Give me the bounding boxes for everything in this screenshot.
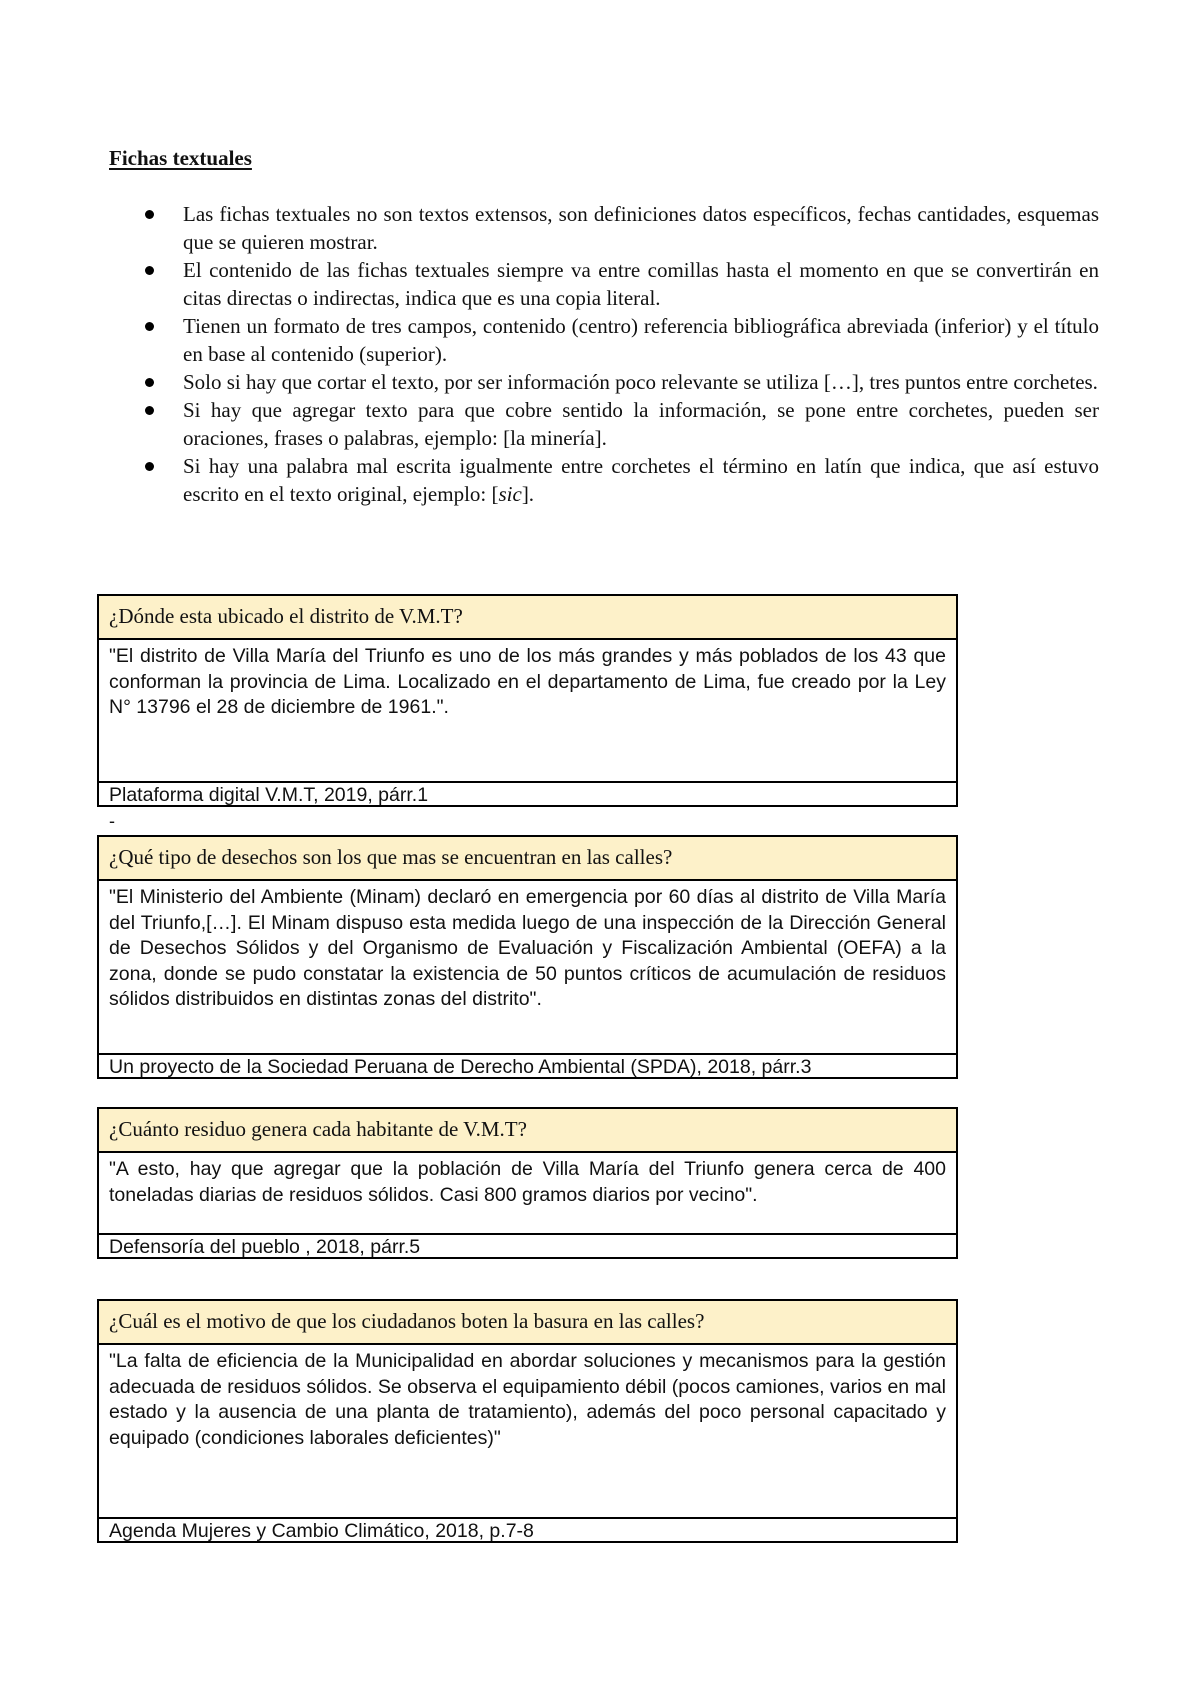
list-item-text: Tienen un formato de tres campos, contenido (centro) referencia bibliográfica abreviada (inferior) y el título en base al contenido (superior).: [183, 314, 1099, 366]
ficha-card: [97, 835, 958, 1079]
ficha-content: "La falta de eficiencia de la Municipalidad en abordar soluciones y mecanismos para la gestión adecuada de residuos sólidos. Se observa el equipamiento débil (pocos camiones, varios en mal estado y la ausencia de una planta de tratamiento), además del poco personal capacitado y equipado (condiciones laborales deficientes)": [109, 1350, 946, 1449]
ficha-title: ¿Cuál es el motivo de que los ciudadanos boten la basura en las calles?: [99, 1301, 956, 1345]
ficha-title: ¿Qué tipo de desechos son los que mas se encuentran en las calles?: [99, 837, 956, 881]
list-item-text: El contenido de las fichas textuales siempre va entre comillas hasta el momento en que se convertirán en citas directas o indirectas, indica que es una copia literal.: [183, 258, 1099, 310]
ficha-reference: Agenda Mujeres y Cambio Climático, 2018, p.7-8: [99, 1517, 956, 1543]
list-item: [109, 452, 1099, 508]
ficha-card: [97, 1299, 958, 1543]
list-item-text: Si hay una palabra mal escrita igualmente entre corchetes el término en latín que indica, que así estuvo escrito en el texto original, ejemplo: [: [183, 454, 1099, 506]
ficha-reference: Plataforma digital V.M.T, 2019, párr.1: [99, 781, 956, 807]
list-item: [109, 312, 1099, 368]
list-item: [109, 368, 1099, 396]
list-item-text: Si hay que agregar texto para que cobre sentido la información, se pone entre corchetes, pueden ser oraciones, frases o palabras, ejemplo: [la minería].: [183, 398, 1099, 450]
stray-mark: -: [109, 811, 115, 831]
list-item-text-end: ].: [521, 482, 535, 506]
ficha-card: [97, 1107, 958, 1259]
bullet-icon: [145, 462, 154, 471]
bullet-icon: [145, 322, 154, 331]
ficha-card: [97, 594, 958, 807]
bullet-icon: [145, 406, 154, 415]
bullet-icon: [145, 266, 154, 275]
ficha-content: "A esto, hay que agregar que la población de Villa María del Triunfo genera cerca de 400 toneladas diarias de residuos sólidos. Casi 800 gramos diarios por vecino".: [109, 1158, 946, 1206]
list-item: [109, 200, 1099, 256]
latin-term: sic: [498, 482, 522, 506]
ficha-content: "El Ministerio del Ambiente (Minam) declaró en emergencia por 60 días al distrito de Villa María del Triunfo,[…]. El Minam dispuso esta medida luego de una inspección de la Dirección General de Desechos Sólidos y del Organismo de Evaluación y Fiscalización Ambiental (OEFA) a la zona, donde se pudo constatar la existencia de 50 puntos críticos de acumulación de residuos sólidos distribuidos en distintas zonas del distrito".: [109, 886, 946, 1010]
ficha-title: ¿Cuánto residuo genera cada habitante de V.M.T?: [99, 1109, 956, 1153]
bullet-icon: [145, 378, 154, 387]
list-item-text: Las fichas textuales no son textos extensos, son definiciones datos específicos, fechas cantidades, esquemas que se quieren mostrar.: [183, 202, 1099, 254]
page-title: Fichas textuales: [109, 146, 252, 170]
list-item-text: Solo si hay que cortar el texto, por ser información poco relevante se utiliza […], tres puntos entre corchetes.: [183, 370, 1098, 394]
ficha-title: ¿Dónde esta ubicado el distrito de V.M.T?: [99, 596, 956, 640]
ficha-reference: Un proyecto de la Sociedad Peruana de Derecho Ambiental (SPDA), 2018, párr.3: [99, 1053, 956, 1079]
list-item: [109, 396, 1099, 452]
bullet-icon: [145, 210, 154, 219]
ficha-reference: Defensoría del pueblo , 2018, párr.5: [99, 1233, 956, 1259]
list-item: [109, 256, 1099, 312]
ficha-content: "El distrito de Villa María del Triunfo es uno de los más grandes y más poblados de los 43 que conforman la provincia de Lima. Localizado en el departamento de Lima, fue creado por la Ley N° 13796 el 28 de diciembre de 1961.".: [109, 645, 946, 718]
bullet-list: [109, 200, 1099, 508]
